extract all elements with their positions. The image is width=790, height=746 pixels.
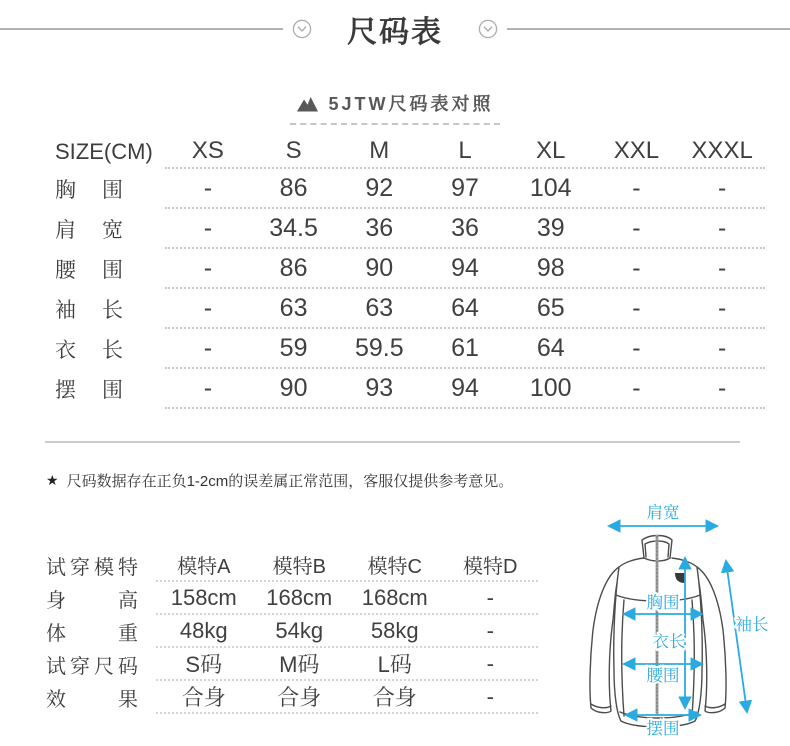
size-cell: 39: [536, 213, 565, 242]
size-cell: -: [718, 333, 727, 362]
size-cell: -: [632, 373, 641, 402]
size-unit-label: SIZE(CM): [55, 139, 153, 164]
column-header: XS: [191, 137, 224, 164]
size-cell: -: [632, 173, 641, 202]
model-cell: 合身: [372, 685, 417, 710]
model-row-size: [46, 648, 538, 681]
size-cell: 98: [536, 253, 565, 282]
size-cell: -: [203, 253, 213, 282]
model-header-row: [46, 549, 538, 582]
model-cell: 48kg: [179, 617, 228, 643]
model-cell: -: [486, 650, 494, 676]
model-cell: L码: [377, 652, 412, 677]
row-label: 肩 宽: [55, 219, 123, 242]
model-column-header: 模特A: [177, 556, 231, 578]
size-cell: 59: [279, 333, 308, 362]
model-cell: M码: [279, 652, 320, 677]
sleeve-length-label: 袖长: [735, 616, 769, 634]
shoulder-width-label: 肩宽: [646, 504, 680, 522]
size-cell: -: [203, 173, 213, 202]
size-cell: 86: [279, 253, 308, 282]
size-cell: -: [632, 293, 641, 322]
sleeve-length-arrow: [726, 561, 747, 712]
size-chart-table: [25, 135, 765, 409]
size-row-hem: [25, 369, 765, 409]
size-cell: 90: [365, 253, 394, 282]
row-label: 衣 长: [55, 339, 123, 362]
size-chart-header-row: [25, 135, 765, 169]
chevron-down-circle-icon: [478, 19, 498, 39]
mountain-icon: [296, 95, 319, 112]
model-fit-table: [46, 549, 538, 714]
model-cell: 合身: [277, 685, 322, 710]
size-cell: 36: [365, 213, 394, 242]
size-cell: -: [203, 373, 213, 402]
row-label: 试 穿 尺 码: [46, 656, 138, 678]
hem-label: 摆围: [646, 720, 680, 738]
disclaimer-note: [46, 470, 790, 491]
size-cell: 90: [279, 373, 308, 402]
column-header: XL: [536, 137, 566, 164]
column-header: M: [369, 137, 390, 164]
model-cell: S码: [185, 652, 223, 677]
model-cell: -: [486, 683, 494, 709]
model-row-height: [46, 582, 538, 615]
chevron-down-circle-icon: [292, 19, 312, 39]
garment-length-label: 衣长: [652, 633, 686, 651]
size-cell: 36: [451, 213, 479, 242]
size-cell: -: [718, 173, 727, 202]
size-row-chest: [25, 169, 765, 209]
disclaimer-text: 尺码数据存在正负1-2cm的误差属正常范围，客服仅提供参考意见。: [66, 473, 514, 490]
row-label: 腰 围: [55, 259, 123, 282]
size-cell: -: [203, 293, 213, 322]
size-cell: -: [203, 213, 213, 242]
size-cell: 97: [451, 173, 479, 202]
size-cell: 104: [529, 173, 572, 202]
size-cell: 93: [365, 373, 394, 402]
model-cell: -: [486, 584, 494, 610]
page-header: [0, 0, 790, 49]
waist-label: 腰围: [646, 667, 680, 685]
size-cell: 63: [365, 293, 394, 322]
model-column-header: 模特B: [272, 556, 326, 578]
model-cell: 168cm: [361, 584, 428, 610]
row-label: 胸 围: [55, 179, 123, 202]
size-chart-caption: 5JTW尺码表对照: [328, 94, 494, 114]
size-cell: -: [632, 213, 641, 242]
size-cell: 94: [451, 253, 479, 282]
size-row-waist: [25, 249, 765, 289]
row-label: 体 重: [46, 623, 138, 645]
size-cell: -: [718, 293, 727, 322]
size-cell: 63: [279, 293, 308, 322]
page-title: 尺码表: [347, 15, 443, 49]
row-label: 袖 长: [55, 299, 123, 322]
model-cell: 168cm: [266, 584, 333, 610]
size-row-shoulder: [25, 209, 765, 249]
model-cell: -: [486, 617, 494, 643]
model-column-header: 模特D: [463, 556, 518, 578]
size-chart-caption-row: [0, 90, 790, 125]
size-cell: 61: [451, 333, 479, 362]
size-cell: 86: [279, 173, 308, 202]
title-divider-left: [0, 28, 283, 30]
size-row-length: [25, 329, 765, 369]
column-header: L: [458, 137, 472, 164]
size-cell: 59.5: [354, 333, 404, 362]
section-divider: [45, 441, 740, 443]
size-cell: -: [718, 213, 727, 242]
size-row-sleeve: [25, 289, 765, 329]
size-cell: 64: [536, 333, 565, 362]
model-cell: 合身: [181, 685, 226, 710]
size-cell: 65: [536, 293, 565, 322]
column-header: XXL: [613, 137, 660, 164]
model-table-title: 试 穿 模 特: [46, 557, 138, 579]
chest-label: 胸围: [646, 594, 680, 612]
column-header: XXXL: [691, 137, 753, 164]
size-cell: -: [632, 333, 641, 362]
size-cell: -: [632, 253, 641, 282]
model-cell: 158cm: [170, 584, 237, 610]
size-cell: -: [718, 373, 727, 402]
row-label: 身 高: [46, 590, 138, 612]
size-cell: 34.5: [269, 213, 318, 242]
size-cell: -: [203, 333, 213, 362]
model-column-header: 模特C: [367, 556, 422, 578]
model-cell: 58kg: [370, 617, 419, 643]
title-divider-right: [507, 28, 790, 30]
star-icon: ★: [46, 472, 59, 488]
size-cell: 92: [365, 173, 394, 202]
jacket-drawing: [590, 536, 726, 728]
size-cell: 94: [451, 373, 479, 402]
model-cell: 54kg: [275, 617, 324, 643]
model-row-weight: [46, 615, 538, 648]
size-cell: -: [718, 253, 727, 282]
jacket-measurement-diagram: [580, 500, 790, 746]
column-header: S: [285, 137, 302, 164]
model-row-effect: [46, 681, 538, 714]
row-label: 效 果: [46, 689, 138, 711]
size-cell: 64: [451, 293, 479, 322]
row-label: 摆 围: [55, 379, 123, 402]
size-cell: 100: [529, 373, 572, 402]
